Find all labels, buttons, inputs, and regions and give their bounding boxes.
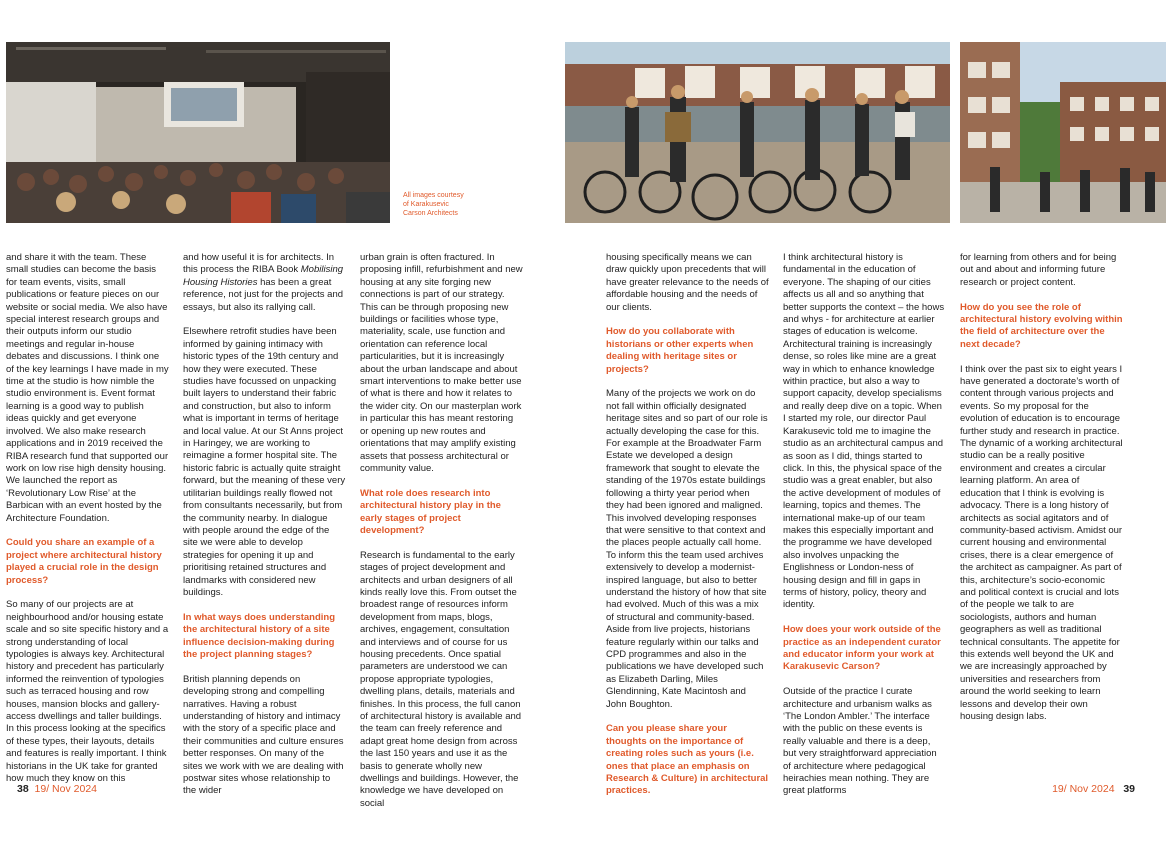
text-column-6 — [960, 252, 1123, 736]
body-text: has been a great reference, not just for the projects and essays, but also its rallying call. — [183, 276, 344, 313]
footer-left — [17, 783, 97, 795]
page-number: 38 — [17, 783, 29, 795]
body-paragraph: housing specifically means we can draw quickly upon precedents that will have greater relevance to the needs of affordable housing and the needs of our clients. — [606, 252, 769, 313]
issue-date: 19/ Nov 2024 — [1052, 783, 1115, 795]
text-column-1 — [6, 252, 169, 798]
text-column-2 — [183, 252, 346, 810]
caption-line: of Karakusevic — [403, 201, 449, 208]
lecture-photo — [6, 42, 390, 223]
body-paragraph: Elsewhere retrofit studies have been informed by gaining intimacy with historic types of the 19th century and how they were executed. These studies have focussed on unpacking built layers to understand their fabric and construction, but also to inform what is important in terms of heritage and local value. At our St Anns project in Haringey, we are working to reimagine a former hospital site. The historic fabric is actually quite straight forward, but the meaning of these very utilitarian buildings really flowed not from consultants necessarily, but from the community nearby. In dialogue with people around the edge of the site we were able to develop strategies for opening it up and prioritising retained structures and landmarks with considered new buildings. — [183, 326, 346, 598]
interview-question: How does your work outside of the practice as an independent curator and educator inform your work at Karakusevic Carson? — [783, 624, 941, 673]
body-paragraph: Many of the projects we work on do not fall within officially designated heritage sites and so part of our role is actually developing the case for this. For example at the Broadwater Farm Estate we developed a design framework that sought to elevate the standing of the 1970s estate buildings following a thirty year period when they had been ignored and maligned. This involved developing responses that were sensitive to that context and the places people actually call home. To inform this the team used archives extensively to develop a modernist-inspired language, but also to better understand the history of how that site had evolved. Much of this was a mix of structural and community-based. Aside from live projects, historians feature regularly within our talks and CPD programmes and also in the publications we have developed such as Elizabeth Darling, Miles Glendinning, Kate Macintosh and John Boughton. — [606, 388, 768, 710]
body-paragraph: for learning from others and for being out and about and informing future research or project content. — [960, 252, 1117, 288]
body-paragraph: British planning depends on developing strong and compelling narratives. Having a robust understanding of history and intimacy with the story of a specific place and their communities and culture ensures better responses. On many of the sites we work with we are dealing with postwar sites whose relationship to the wider — [183, 673, 344, 797]
body-paragraph: urban grain is often fractured. In proposing infill, refurbishment and new housing at any site forging new connections is part of our strategy. This can be through proposing new buildings or facilities whose type, materiality, scale, use function and orientation can reference local particularities, but it is increasingly about the urban landscape and about smart interventions to make better use of what is there and how it relates to the wider city. On our masterplan work in particular this has meant restoring or opening up new routes and orientations that may amplify existing assets that possess architectural or community value. — [360, 252, 523, 474]
issue-date: 19/ Nov 2024 — [34, 783, 97, 795]
footer-right — [1052, 783, 1135, 795]
text-column-5 — [783, 252, 946, 810]
body-paragraph: and share it with the team. These small studies can become the basis for team events, visits, small publications or feature pieces on our website or social media. We also have special interest research groups and their outputs inform our studio meetings and regular in-house debates and discussions. I think one of the key learnings I have made in my time at the studio is how nimble the studio environment is. Event format learning is a good way to publish ideas quickly and get everyone involved. We also make research applications and in 2019 received the RIBA research fund that supported our work on low rise high density housing. We launched the report as ‘Revolutionary Low Rise’ at the Barbican with an event hosted by the Architecture Foundation. — [6, 252, 169, 524]
caption-line: Carson Architects — [403, 210, 458, 217]
street-photo — [960, 42, 1166, 223]
interview-question: Could you share an example of a project where architectural history played a crucial role in the design process? — [6, 537, 162, 586]
body-paragraph: I think over the past six to eight years I have generated a doctorate’s worth of content through various projects and events. So my proposal for the evolution of education is to encourage further study and research in practice. The dynamic of a working architectural studio can be a really positive environment and creates a circular learning platform. An area of education that I think is evolving is advocacy. There is a long history of architects as social agitators and of community-based activism. Amidst our current housing and environmental crises, there is a clear emergence of the architect as campaigner. As part of this, architecture’s socio-economic and political context is crucial and lots of the people we talk to are sociologists, authors and human geographers as well as traditional technical consultants. The appetite for this extends well beyond the UK and we are increasingly approached by universities and researchers from around the world seeking to learn lessons and develop their own housing design labs. — [960, 363, 1123, 722]
body-paragraph: So many of our projects are at neighbourhood and/or housing estate scale and so site specific history and a strong understanding of local typologies is always key. Architectural history and precedent has particularly informed the reinvention of typologies such as terraced housing and row houses, mansion blocks and gallery-access dwellings and taller buildings. In this process looking at the specifics of these types, their layouts, details and features is really important. I think historians in the UK take for granted how much they know on this — [6, 599, 169, 785]
photo-caption — [403, 191, 523, 218]
interview-question: In what ways does understanding the architectural history of a site influence decision-making during the project planning stages? — [183, 611, 336, 660]
body-paragraph: Research is fundamental to the early stages of project development and architects and urban designers of all kinds really love this. From outset the broadest range of resources inform development from maps, blogs, archives, engagement, consultation and interviews and of course for us housing precedents. Once spatial parameters are understood we can propose appropriate typologies, dwelling plans, details, materials and finishes. In this process, the full canon of architectural history is available and the team can freely reference and adapt great home design from across the last 150 years and use it as the basis to generate wholly new dwellings and buildings. However, the knowledge we have developed on social — [360, 549, 522, 809]
text-column-4 — [606, 252, 769, 810]
body-paragraph: Outside of the practice I curate architecture and urbanism walks as ‘The London Ambler.’ The interface with the public on these events is really valuable and there is a deep, but very straightforward appreciation of architecture where pedagogical heirachies mean nothing. They are great platforms — [783, 686, 937, 797]
interview-question: How do you see the role of architectural history evolving within the field of architecture over the next decade? — [960, 301, 1123, 350]
book-title: Mobilising Housing Histories — [183, 264, 344, 288]
body-paragraph — [183, 252, 346, 314]
interview-question: What role does research into architectural history play in the early stages of project development? — [360, 487, 501, 536]
text-column-3 — [360, 252, 523, 823]
interview-question: Can you please share your thoughts on the importance of creating roles such as yours (i.e. ones that place an emphasis on Research & Culture) in architectural practices. — [606, 723, 769, 797]
cyclists-photo — [565, 42, 950, 223]
caption-line: All images courtesy — [403, 192, 464, 199]
page-number: 39 — [1123, 783, 1135, 795]
body-text: and how useful it is for architects. In this process the RIBA Book — [183, 252, 335, 276]
body-paragraph: I think architectural history is fundamental in the education of everyone. The shaping of our cities affects us all and so anything that better supports the context – the hows and whys - for architecture at earlier stages of education is welcome. Architectural training is increasingly dense, so roles like mine are a great way in which to enhance knowledge within practice, but also a way to support capacity, develop specialisms and really deep dive on a topic. When I started my role, our director Paul Karakusevic told me to imagine the studio as an architectural campus and as soon as I did, things started to click. In this, the physical space of the studio was a great enabler, but also the active development of modules of learning, topics and themes. The international make-up of our team makes this especially important and the programme we have developed also involves unpacking the Englishness or London-ness of housing design and fill in gaps in terms of history, policy, theory and identity. — [783, 252, 945, 611]
interview-question: How do you collaborate with historians or other experts when dealing with heritage sites or projects? — [606, 326, 754, 375]
